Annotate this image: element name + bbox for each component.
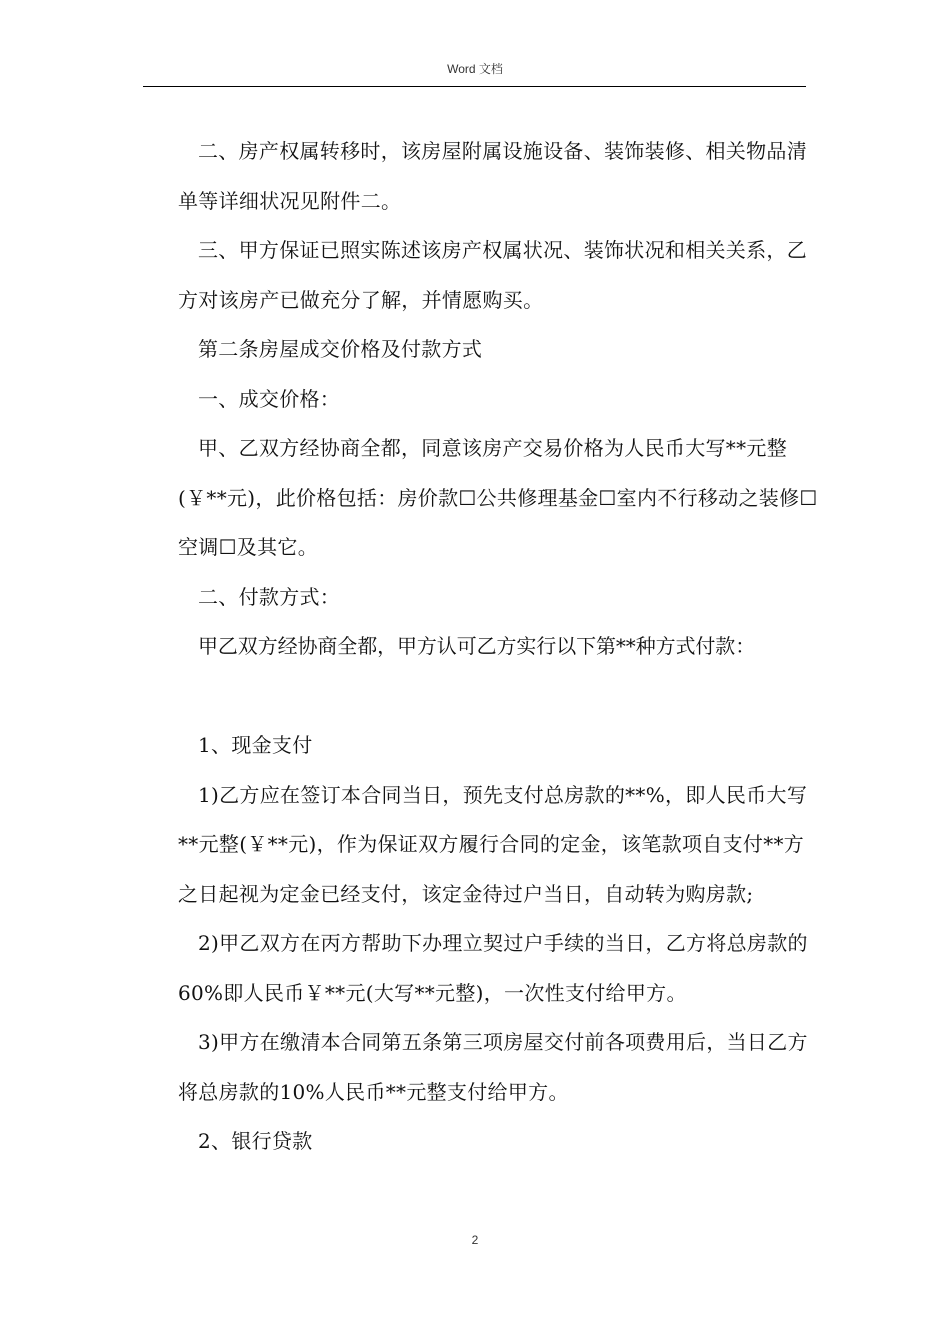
paragraph-bank-loan-heading: 2、银行贷款: [198, 1129, 313, 1153]
paragraph-payment-method: 甲乙双方经协商全都，甲方认可乙方实行以下第**种方式付款：: [198, 634, 756, 658]
document-body: [178, 127, 818, 1167]
paragraph-cash-final: 3)甲方在缴清本合同第五条第三项房屋交付前各项费用后，当日乙方将总房款的10%人民币**元整支付给甲方。: [178, 1030, 808, 1104]
header-rule: [143, 86, 806, 87]
paragraph-price-heading: 一、成交价格：: [198, 386, 341, 411]
page-header: Word 文档: [447, 62, 503, 76]
paragraph-cash-deposit: 1)乙方应在签订本合同当日，预先支付总房款的**%，即人民币大写**元整(￥**元)，作为保证双方履行合同的定金，该笔款项自支付**方之日起视为定金已经支付，该定金待过户当日，自动转为购房款;: [178, 782, 808, 906]
page-number: 2: [471, 1233, 479, 1247]
paragraph-seller-guarantee: 三、甲方保证已照实陈述该房产权属状况、装饰状况和相关关系，乙方对该房产已做充分了解，并情愿购买。: [178, 238, 807, 312]
blank-line: [178, 672, 818, 722]
paragraph-payment-heading: 二、付款方式：: [198, 584, 341, 609]
paragraph-cash-payment-heading: 1、现金支付: [198, 733, 313, 757]
paragraph-price-detail: 甲、乙双方经协商全都，同意该房产交易价格为人民币大写**元整(￥**元)，此价格包括：房价款☐公共修理基金☐室内不行移动之装修☐空调☐及其它。: [178, 436, 818, 559]
paragraph-property-transfer: 二、房产权属转移时，该房屋附属设施设备、装饰装修、相关物品清单等详细状况见附件二。: [178, 139, 807, 213]
paragraph-article-two-heading: 第二条房屋成交价格及付款方式: [198, 337, 483, 361]
paragraph-cash-transfer: 2)甲乙双方在丙方帮助下办理立契过户手续的当日，乙方将总房款的60%即人民币￥**元(大写**元整)，一次性支付给甲方。: [178, 931, 808, 1005]
